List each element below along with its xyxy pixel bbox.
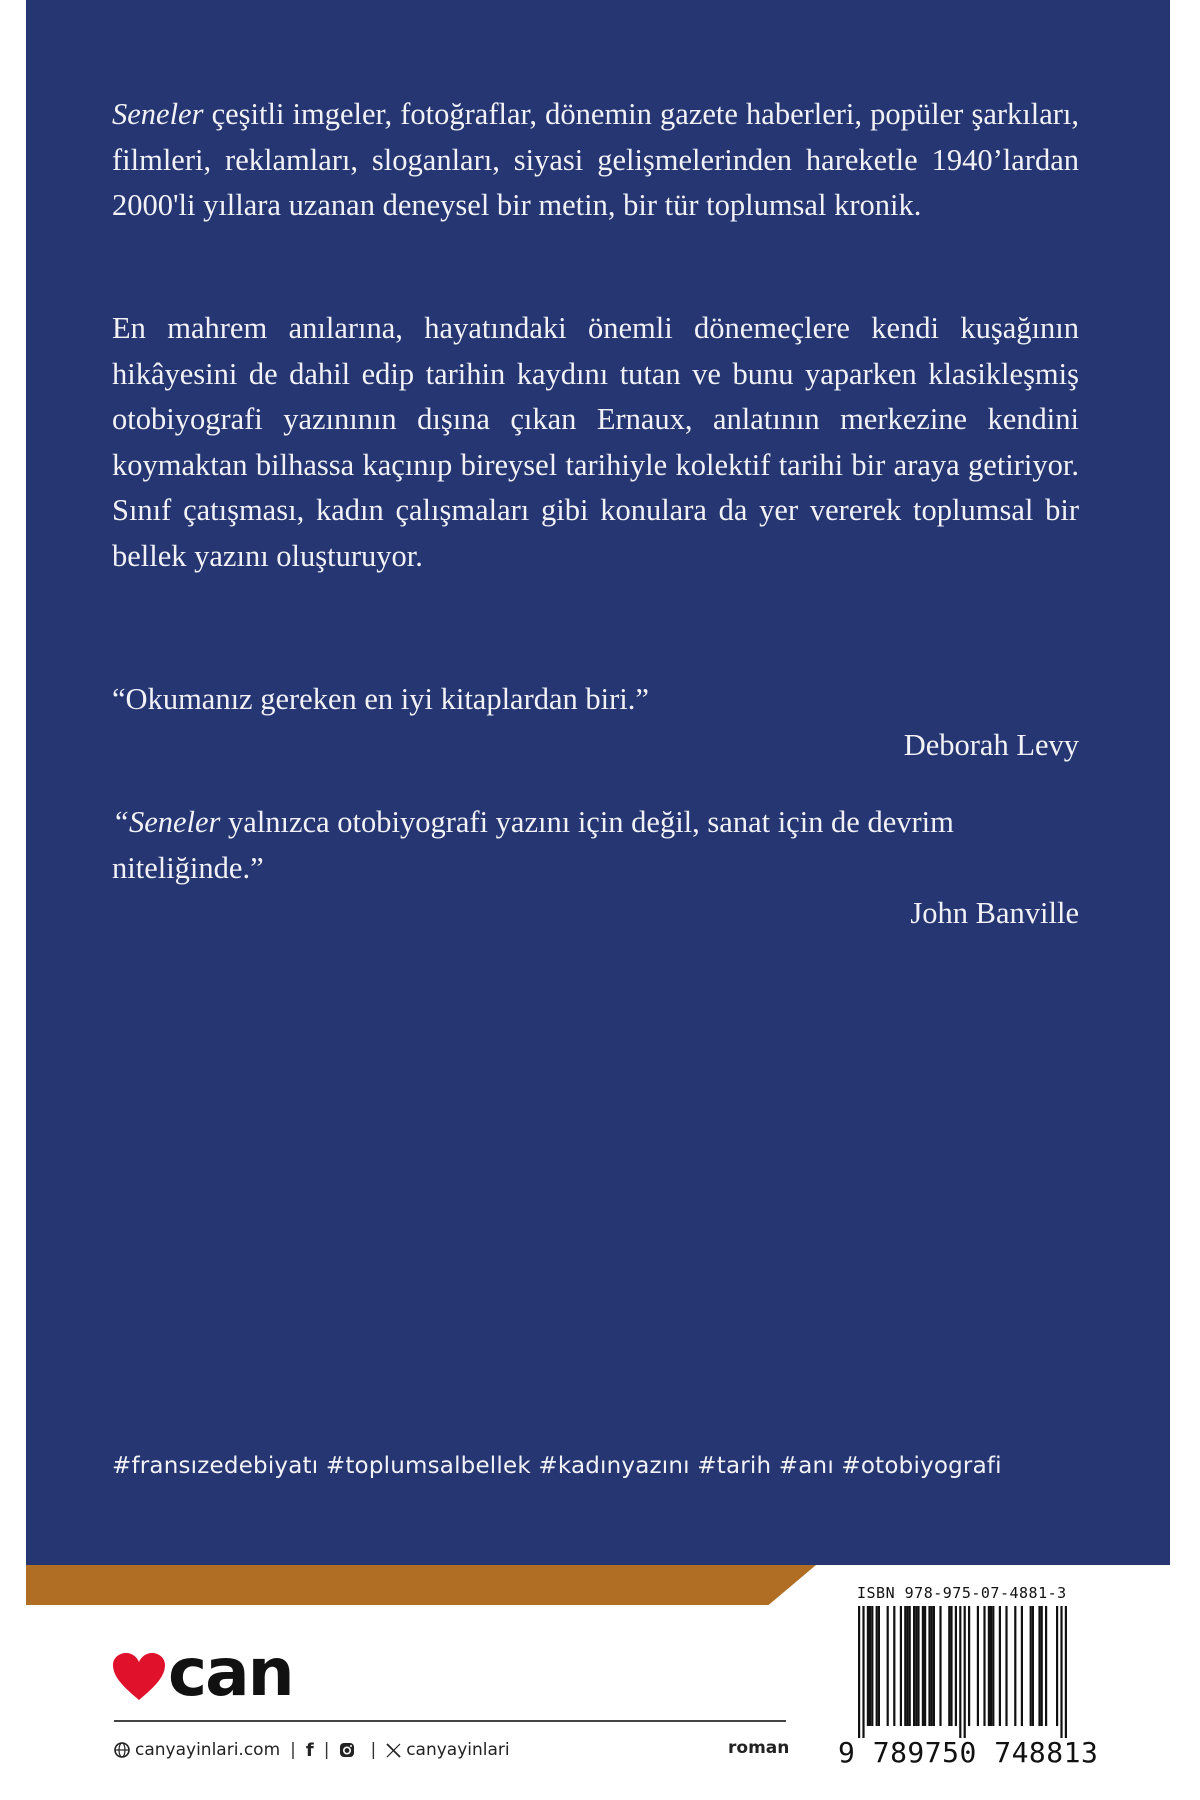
heart-icon (112, 1652, 166, 1702)
publisher-logo (112, 1634, 322, 1712)
barcode-bar (887, 1606, 889, 1726)
barcode (838, 1606, 1088, 1738)
barcode-bar (1065, 1606, 1067, 1738)
barcode-bar (1056, 1606, 1058, 1726)
barcode-bar (922, 1606, 924, 1726)
barcode-bar (955, 1606, 957, 1726)
hashtags: #fransızedebiyatı #toplumsalbellek #kadınyazını #tarih #anı #otobiyografi (112, 1453, 1002, 1479)
barcode-bar (964, 1606, 966, 1738)
barcode-bar (931, 1606, 933, 1726)
barcode-bar (900, 1606, 902, 1726)
footer-divider (114, 1720, 786, 1722)
barcode-bar (904, 1606, 906, 1726)
barcode-bar (939, 1606, 941, 1726)
separator: | (370, 1740, 377, 1760)
description-paragraph-1-text: çeşitli imgeler, fotoğraflar, dönemin gazete haberleri, popüler şarkıları, filmleri, reklamları, sloganları, siyasi gelişmelerinden hareketle 1940’lardan 2000'li yıllara uzanan deneysel bir metin, bir tür toplumsal kronik. (112, 97, 1079, 222)
barcode-digits: 9 789750 748813 (838, 1736, 1099, 1769)
quote-1-author: Deborah Levy (903, 727, 1079, 762)
barcode-bar (1005, 1606, 1007, 1726)
barcode-bar (990, 1606, 992, 1726)
barcode-bar (867, 1606, 869, 1726)
globe-icon (114, 1742, 130, 1758)
website-link[interactable]: canyayinlari.com (135, 1740, 281, 1760)
barcode-bar (913, 1606, 915, 1726)
barcode-bar (1014, 1606, 1016, 1726)
barcode-bar (948, 1606, 950, 1726)
barcode-bar (906, 1606, 908, 1726)
x-icon[interactable] (386, 1743, 401, 1758)
facebook-icon[interactable]: f (305, 1739, 314, 1761)
barcode-bar (959, 1606, 961, 1738)
barcode-bar (992, 1606, 994, 1726)
barcode-bar (1021, 1606, 1023, 1726)
barcode-bar (858, 1606, 860, 1738)
isbn-label: ISBN 978-975-07-4881-3 (857, 1584, 1067, 1602)
description-paragraph-1 (112, 92, 1079, 229)
barcode-bar (999, 1606, 1001, 1726)
barcode-bar (893, 1606, 895, 1726)
quote-2-title-italic: “Seneler (112, 805, 221, 839)
barcode-bar (924, 1606, 926, 1726)
back-cover-panel (26, 0, 1170, 1565)
separator: | (290, 1740, 296, 1760)
barcode-bar (871, 1606, 873, 1726)
publisher-links (114, 1736, 510, 1764)
barcode-bar (933, 1606, 935, 1726)
book-title-italic: Seneler (112, 97, 204, 131)
barcode-bar (862, 1606, 864, 1738)
publisher-logo-text: can (168, 1634, 293, 1711)
quote-2 (112, 800, 1079, 937)
barcode-bar (928, 1606, 930, 1726)
barcode-bar (876, 1606, 878, 1726)
description-paragraph-2: En mahrem anılarına, hayatındaki önemli dönemeçlere kendi kuşağının hikâyesini de dahil edip tarihin kaydını tutan ve bunu yaparken klasikleşmiş otobiyografi yazınının dışına çıkan Ernaux, anlatının merkezine kendini koymaktan bilhassa kaçınıp bireysel tarihiyle kolektif tarihi bir araya getiriyor. Sınıf çatışması, kadın çalışmaları gibi konulara da yer vererek toplumsal bir bellek yazını oluşturuyor. (112, 311, 1079, 573)
barcode-bar (909, 1606, 911, 1726)
barcode-bar (869, 1606, 871, 1726)
gold-accent-strip (26, 1565, 816, 1605)
barcode-bar (968, 1606, 970, 1726)
instagram-icon[interactable] (339, 1742, 355, 1758)
barcode-bar (1030, 1606, 1032, 1726)
barcode-bar (917, 1606, 919, 1726)
barcode-bar (983, 1606, 985, 1726)
barcode-bar (950, 1606, 952, 1726)
quote-1-text: “Okumanız gereken en iyi kitaplardan biri.” (112, 682, 649, 716)
barcode-bar (1032, 1606, 1034, 1726)
barcode-bar (977, 1606, 979, 1726)
barcode-bar (1041, 1606, 1043, 1726)
barcode-bar (1060, 1606, 1062, 1738)
separator: | (323, 1740, 330, 1760)
barcode-bar (1038, 1606, 1040, 1726)
quote-2-author: John Banville (910, 896, 1079, 930)
social-handle[interactable]: canyayinlari (406, 1740, 510, 1760)
barcode-bar (878, 1606, 880, 1726)
barcode-bar (1045, 1606, 1047, 1726)
quote-1 (112, 677, 1079, 768)
barcode-bar (915, 1606, 917, 1726)
genre-label: roman (728, 1738, 790, 1758)
barcode-bar (988, 1606, 990, 1726)
quote-2-text: yalnızca otobiyografi yazını için değil, sanat için de devrim niteliğinde.” (112, 805, 954, 885)
